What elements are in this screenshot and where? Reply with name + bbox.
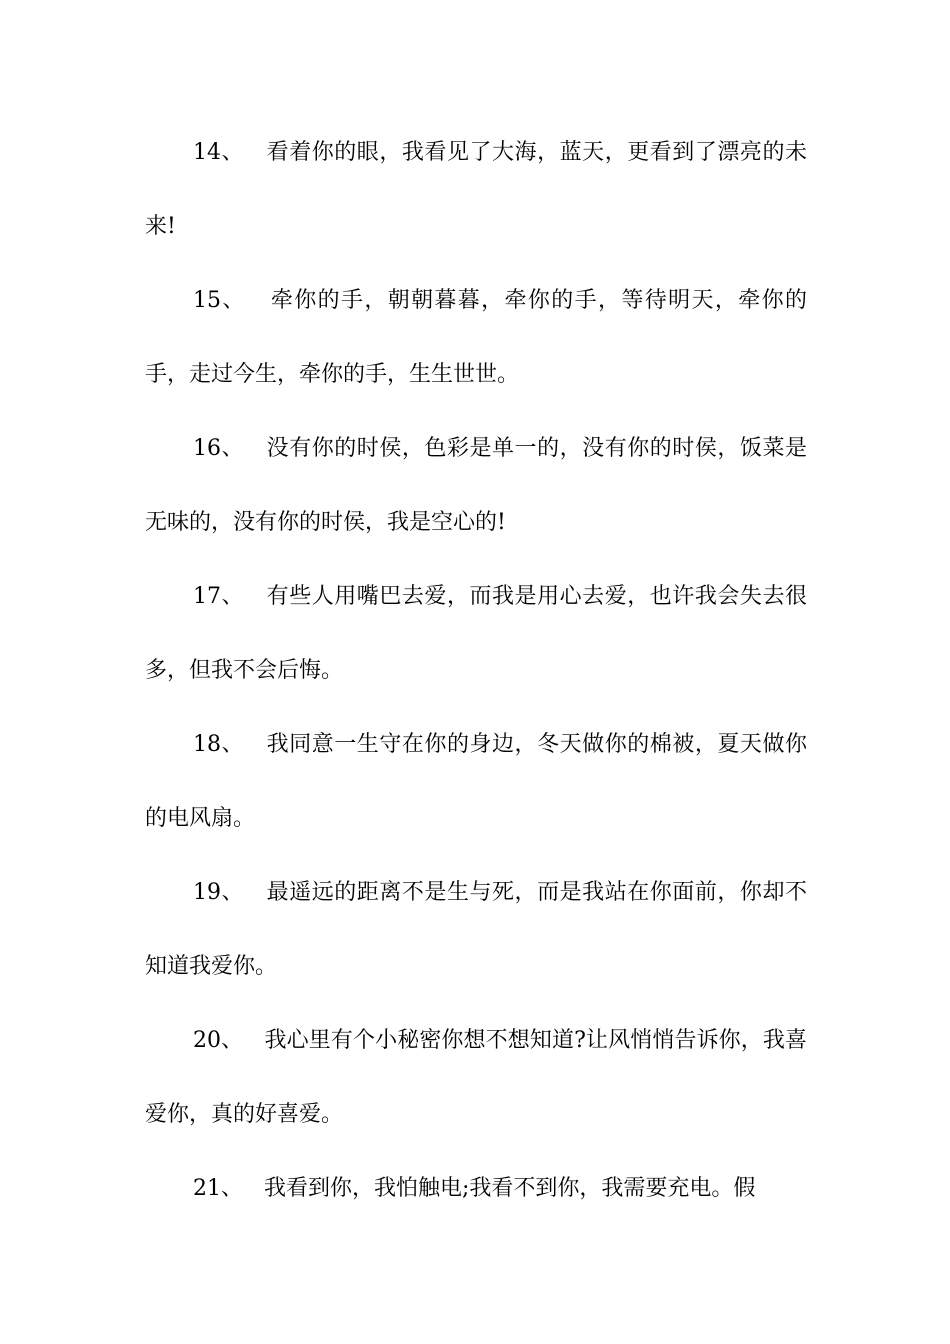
paragraph-number: 18、	[193, 732, 260, 757]
paragraph-18	[145, 708, 807, 856]
paragraph-number: 17、	[193, 584, 260, 609]
paragraph-16	[145, 412, 807, 560]
paragraph-number: 19、	[193, 880, 260, 905]
paragraph-text: 没有你的时侯，色彩是单一的，没有你的时侯，饭菜是无味的，没有你的时侯，我是空心的!	[145, 436, 807, 535]
paragraph-text: 牵你的手，朝朝暮暮，牵你的手，等待明天，牵你的手，走过今生，牵你的手，生生世世。	[145, 288, 807, 387]
paragraph-text: 有些人用嘴巴去爱，而我是用心去爱，也许我会失去很多，但我不会后悔。	[145, 584, 807, 683]
paragraph-text: 我看到你，我怕触电;我看不到你，我需要充电。假	[263, 1176, 756, 1201]
paragraph-number: 16、	[193, 436, 260, 461]
paragraph-20	[145, 1004, 807, 1152]
paragraph-19	[145, 856, 807, 1004]
paragraph-text: 我心里有个小秘密你想不想知道?让风悄悄告诉你，我喜爱你，真的好喜爱。	[145, 1028, 808, 1127]
paragraph-17	[145, 560, 807, 708]
paragraph-number: 21、	[193, 1176, 257, 1201]
paragraph-text: 看着你的眼，我看见了大海，蓝天，更看到了漂亮的未来!	[145, 140, 807, 239]
paragraph-text: 最遥远的距离不是生与死，而是我站在你面前，你却不知道我爱你。	[145, 880, 807, 979]
paragraph-14	[145, 116, 807, 264]
paragraph-number: 15、	[193, 288, 263, 313]
paragraph-text: 我同意一生守在你的身边，冬天做你的棉被，夏天做你的电风扇。	[145, 732, 807, 831]
paragraph-number: 14、	[193, 140, 260, 165]
paragraph-number: 20、	[193, 1028, 258, 1053]
paragraph-15	[145, 264, 807, 412]
paragraph-21	[145, 1152, 807, 1226]
